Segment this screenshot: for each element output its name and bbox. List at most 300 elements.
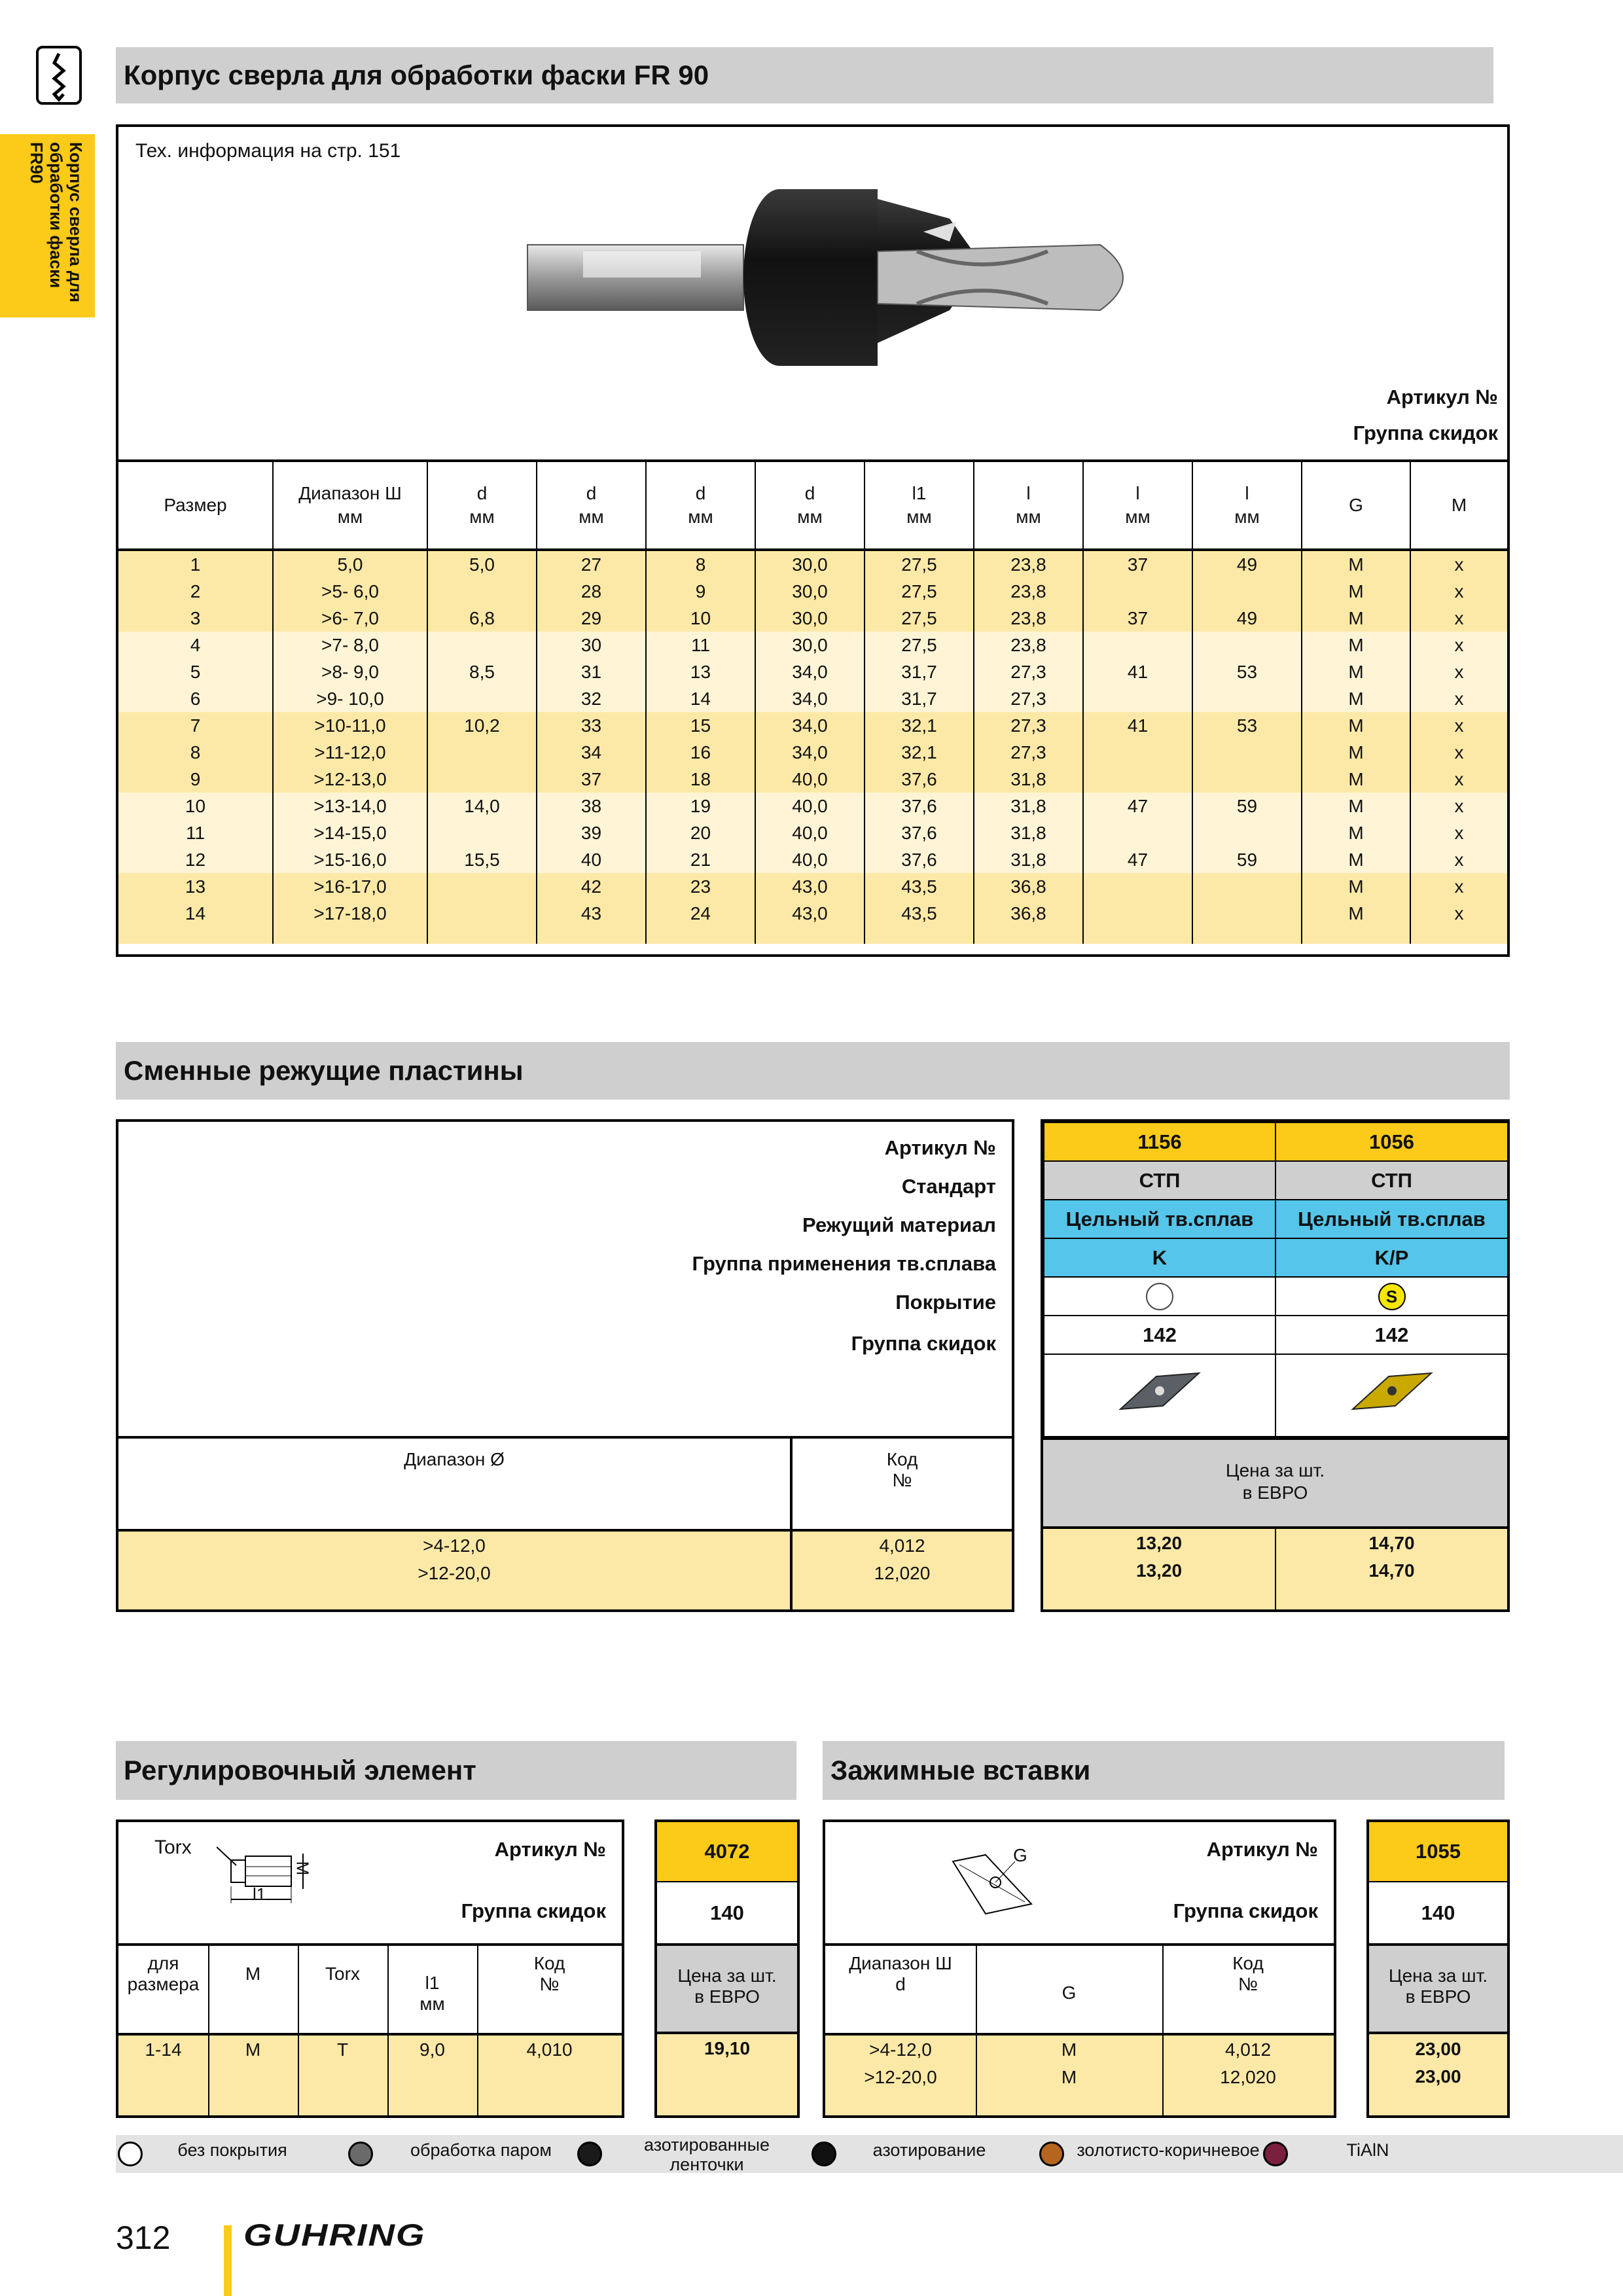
cell-l1: 37,6 [865,819,974,846]
cell-d3: 21 [646,846,755,873]
cell-d2: 31 [537,658,646,685]
insert-article-2: 1056 [1275,1122,1508,1161]
cell-d4: 40,0 [755,846,865,873]
cell-m: x [1410,873,1507,900]
dim-m-label: M [293,1861,313,1876]
cell-range: >6- 7,0 [273,605,427,632]
insert-standard-1: СТП [1044,1161,1275,1200]
legend-coating-2-icon [577,2142,602,2166]
cell-d2: 28 [537,578,646,605]
insert-discount-2: 142 [1275,1316,1508,1354]
table-row [118,793,1507,819]
cell-d2: 38 [537,793,646,819]
cell-size: 14 [118,900,273,927]
cell-size: 10 [118,793,273,819]
adjust-article-label: Артикул № [494,1838,606,1861]
cell-d3: 19 [646,793,755,819]
cell-d1 [427,819,537,846]
insert-2-image [1275,1354,1508,1437]
col-l-a: l мм [974,461,1083,550]
page-number: 312 [116,2219,171,2256]
insert-code-2: 12,020 [874,1563,931,1583]
cell-range: >16-17,0 [273,873,427,900]
cell-l-b: 37 [1083,550,1192,578]
col-l-c: l мм [1192,461,1302,550]
col-d1: d мм [427,461,537,550]
cell-l-b [1083,632,1192,658]
cell-l-b: 37 [1083,605,1192,632]
cell-d3: 18 [646,766,755,793]
legend-label-2: азотированные ленточки [644,2135,770,2174]
cell-l-b [1083,685,1192,712]
cell-m: x [1410,793,1507,819]
cell-d1: 6,8 [427,605,537,632]
cell-d1: 15,5 [427,846,537,873]
table-row [118,739,1507,766]
cell-l-b: 41 [1083,658,1192,685]
cell-g: M [1302,605,1410,632]
cell-l-a: 31,8 [974,793,1083,819]
col-l1: l1 мм [865,461,974,550]
cell-size: 2 [118,578,273,605]
cell-range: >8- 9,0 [273,658,427,685]
cell-m: x [1410,658,1507,685]
cell-d2: 37 [537,766,646,793]
cell-l-b [1083,819,1192,846]
side-tab-line-2: обработки фаски [46,142,66,289]
adjust-price: 19,10 [657,2034,797,2118]
cell-d1: 8,5 [427,658,537,685]
cell-size: 9 [118,766,273,793]
label-discount: Группа скидок [851,1332,996,1355]
cell-m: x [1410,846,1507,873]
cell-range: >12-13,0 [273,766,427,793]
torx-label: Torx [154,1837,192,1858]
clamp-cell: M [1061,2067,1077,2087]
col-g: G [1302,461,1410,550]
cell-m: x [1410,578,1507,605]
table-row [118,900,1507,927]
cell-d3: 9 [646,578,755,605]
cell-d2: 43 [537,900,646,927]
cell-size: 1 [118,550,273,578]
cell-d3: 20 [646,819,755,846]
adjust-price-box [654,1820,800,2118]
insert-discount-1: 142 [1044,1316,1275,1354]
col-size: Размер [118,461,273,550]
insert-1-image [1044,1354,1275,1437]
cell-d2: 27 [537,550,646,578]
legend-coating-5-icon [1263,2142,1288,2166]
clamp-discount: 140 [1369,1882,1507,1946]
top-discount-label: Группа скидок [1353,422,1498,444]
cell-range: >17-18,0 [273,900,427,927]
cell-d3: 10 [646,605,755,632]
label-coating: Покрытие [895,1291,996,1314]
cell-size: 12 [118,846,273,873]
product-box [116,124,1510,957]
cell-m: x [1410,739,1507,766]
cell-l-b [1083,900,1192,927]
cell-d4: 40,0 [755,793,865,819]
cell-l1: 37,6 [865,766,974,793]
insert-material-1: Цельный тв.сплав [1044,1200,1275,1238]
cell-d2: 39 [537,819,646,846]
cell-size: 5 [118,658,273,685]
cell-m: x [1410,766,1507,793]
clamp-box [823,1820,1336,2118]
clamp-article: 1055 [1369,1822,1507,1882]
adjust-header-0: для размера [127,1953,200,1994]
cell-l1: 27,5 [865,605,974,632]
clamp-header-1: G [1061,1982,1077,2003]
cell-d1: 5,0 [427,550,537,578]
cell-d4: 34,0 [755,658,865,685]
tech-info: Тех. информация на стр. 151 [135,140,401,162]
adjust-cell-1: M [245,2039,261,2060]
cell-l-b [1083,578,1192,605]
cell-l-b [1083,739,1192,766]
cell-l-b [1083,873,1192,900]
cell-l-a: 31,8 [974,846,1083,873]
uncoated-icon [1044,1277,1275,1316]
table-row [118,550,1507,578]
adjust-discount-label: Группа скидок [461,1899,606,1922]
cell-g: M [1302,685,1410,712]
cell-g: M [1302,846,1410,873]
table-row [118,605,1507,632]
clamp-price-2: 23,00 [1415,2066,1461,2087]
cell-m: x [1410,819,1507,846]
cell-range: >5- 6,0 [273,578,427,605]
col-d2: d мм [537,461,646,550]
cell-l-c: 53 [1192,658,1302,685]
price-1056-1: 14,70 [1368,1533,1415,1553]
adjust-header-4: Код № [533,1953,565,1994]
cell-d3: 14 [646,685,755,712]
label-group: Группа применения тв.сплава [692,1252,996,1275]
adjust-header-3: l1 мм [419,1973,445,2014]
cell-d1 [427,766,537,793]
table-row [118,819,1507,846]
cell-d2: 33 [537,712,646,739]
cell-range: >10-11,0 [273,712,427,739]
main-table [118,459,1507,944]
cell-g: M [1302,739,1410,766]
legend-coating-1-icon [348,2142,373,2166]
cell-size: 13 [118,873,273,900]
dim-l1-label: l1 [253,1884,266,1904]
cell-d4: 30,0 [755,605,865,632]
cell-d3: 13 [646,658,755,685]
cell-l-c [1192,685,1302,712]
cell-l1: 27,5 [865,578,974,605]
drill-icon [36,46,82,105]
adjust-discount: 140 [657,1882,797,1946]
cell-l-b: 47 [1083,846,1192,873]
cell-d1: 14,0 [427,793,537,819]
cell-d2: 29 [537,605,646,632]
clamp-prices [1369,2034,1507,2118]
footer-divider [224,2225,232,2296]
cell-range: >15-16,0 [273,846,427,873]
clamp-cell: >4-12,0 [869,2039,932,2060]
cell-d4: 30,0 [755,578,865,605]
cell-size: 8 [118,739,273,766]
cell-l-b: 47 [1083,793,1192,819]
cell-l-c [1192,739,1302,766]
cell-l-a: 31,8 [974,766,1083,793]
adjust-cell-2: T [336,2039,349,2060]
col-d3: d мм [646,461,755,550]
cell-d4: 34,0 [755,685,865,712]
cell-l1: 43,5 [865,900,974,927]
cell-l-c [1192,578,1302,605]
cell-l-c: 53 [1192,712,1302,739]
clamp-cell: >12-20,0 [864,2067,937,2087]
cell-g: M [1302,578,1410,605]
page-title: Корпус сверла для обработки фаски FR 90 [116,47,1493,103]
table-row [118,846,1507,873]
cell-d3: 15 [646,712,755,739]
cell-g: M [1302,819,1410,846]
insert-article-1: 1156 [1044,1122,1275,1161]
clamp-discount-label: Группа скидок [1173,1899,1318,1922]
table-row [118,632,1507,658]
brand-logo: GUHRING [243,2217,426,2253]
cell-l-c [1192,632,1302,658]
adjust-screw-drawing [217,1834,321,1919]
cell-l-a: 36,8 [974,900,1083,927]
cell-l-a: 23,8 [974,605,1083,632]
legend-label-5: TiAlN [1346,2140,1389,2160]
cell-l-c: 49 [1192,550,1302,578]
cell-d4: 30,0 [755,550,865,578]
cell-d3: 16 [646,739,755,766]
insert-range-1: >4-12,0 [423,1535,486,1556]
clamp-header-2: Код № [1232,1953,1264,1994]
tool-image [524,179,1179,376]
cell-m: x [1410,712,1507,739]
cell-d4: 43,0 [755,900,865,927]
cell-g: M [1302,550,1410,578]
cell-d2: 42 [537,873,646,900]
cell-l1: 37,6 [865,793,974,819]
price-1156-2: 13,20 [1135,1560,1183,1581]
cell-l1: 27,5 [865,632,974,658]
cell-l-a: 36,8 [974,873,1083,900]
clamp-header-0: Диапазон Ш d [849,1953,952,1994]
cell-d1 [427,685,537,712]
insert-group-1: K [1044,1238,1275,1277]
insert-price-header: Цена за шт. в ЕВРО [1043,1437,1507,1529]
cell-l1: 31,7 [865,658,974,685]
legend-coating-4-icon [1039,2142,1064,2166]
col-m: M [1410,461,1507,550]
cell-g: M [1302,658,1410,685]
inserts-title: Сменные режущие пластины [116,1042,1510,1100]
code-header: Код № [886,1449,918,1490]
cell-g: M [1302,766,1410,793]
cell-size: 7 [118,712,273,739]
inserts-right-box [1041,1119,1510,1612]
cell-m: x [1410,632,1507,658]
insert-material-2: Цельный тв.сплав [1275,1200,1508,1238]
main-table-header [118,461,1507,550]
cell-l1: 32,1 [865,739,974,766]
table-row [118,712,1507,739]
clamp-insert-drawing [946,1842,1064,1920]
cell-range: >9- 10,0 [273,685,427,712]
coating-s-icon: S [1275,1277,1508,1316]
cell-g: M [1302,873,1410,900]
cell-m: x [1410,900,1507,927]
cell-g: M [1302,900,1410,927]
clamp-price-header: Цена за шт. в ЕВРО [1369,1946,1507,2034]
cell-d4: 34,0 [755,739,865,766]
legend-label-0: без покрытия [177,2140,287,2160]
cell-d4: 40,0 [755,766,865,793]
clamp-g-label: G [1013,1845,1027,1865]
cell-d4: 43,0 [755,873,865,900]
inserts-left-box [116,1119,1014,1612]
legend-label-4: золотисто-коричневое [1077,2140,1260,2160]
legend-coating-3-icon [812,2142,836,2166]
cell-d1 [427,873,537,900]
cell-range: >13-14,0 [273,793,427,819]
cell-m: x [1410,605,1507,632]
cell-l-a: 23,8 [974,632,1083,658]
cell-m: x [1410,685,1507,712]
label-article: Артикул № [884,1136,996,1159]
adjust-cell-0: 1-14 [145,2039,182,2060]
range-header: Диапазон Ø [404,1449,505,1469]
inserts-labels [473,1128,996,1363]
cell-d1 [427,632,537,658]
cell-d3: 11 [646,632,755,658]
cell-g: M [1302,793,1410,819]
cell-l-a: 31,8 [974,819,1083,846]
cell-l-a: 23,8 [974,550,1083,578]
cell-l1: 37,6 [865,846,974,873]
cell-d4: 30,0 [755,632,865,658]
cell-l-a: 27,3 [974,658,1083,685]
cell-range: >14-15,0 [273,819,427,846]
label-standard: Стандарт [901,1175,996,1198]
col-range: Диапазон Ш мм [273,461,427,550]
table-row [118,578,1507,605]
cell-g: M [1302,712,1410,739]
cell-d1: 10,2 [427,712,537,739]
cell-d2: 32 [537,685,646,712]
adjust-box [116,1820,624,2118]
cell-l-c: 49 [1192,605,1302,632]
price-1156-1: 13,20 [1135,1533,1183,1553]
adjust-price-header: Цена за шт. в ЕВРО [657,1946,797,2034]
side-tab [0,134,95,317]
clamp-cell: 4,012 [1224,2039,1272,2060]
top-article-label: Артикул № [1386,386,1498,408]
table-row [118,658,1507,685]
cell-d1 [427,739,537,766]
adjust-cell-4: 4,010 [526,2039,573,2060]
label-material: Режущий материал [802,1213,996,1236]
table-row [118,685,1507,712]
insert-standard-2: СТП [1275,1161,1508,1200]
cell-d3: 8 [646,550,755,578]
clamp-cell: 12,020 [1220,2067,1276,2087]
adjust-header-1: M [245,1964,261,1984]
cell-l-b: 41 [1083,712,1192,739]
clamp-title: Зажимные вставки [823,1741,1505,1800]
cell-size: 3 [118,605,273,632]
clamp-cell: M [1061,2039,1077,2060]
cell-l1: 32,1 [865,712,974,739]
cell-d3: 23 [646,873,755,900]
cell-l-a: 27,3 [974,739,1083,766]
clamp-article-label: Артикул № [1206,1838,1318,1861]
cell-size: 11 [118,819,273,846]
legend-coating-0-icon [118,2142,143,2166]
cell-d2: 34 [537,739,646,766]
cell-l-c: 59 [1192,793,1302,819]
adjust-article: 4072 [657,1822,797,1882]
cell-l-a: 27,3 [974,685,1083,712]
cell-range: >7- 8,0 [273,632,427,658]
cell-l1: 31,7 [865,685,974,712]
cell-l1: 43,5 [865,873,974,900]
table-row [118,873,1507,900]
adjust-title: Регулировочный элемент [116,1741,796,1800]
cell-d2: 40 [537,846,646,873]
price-1056-2: 14,70 [1368,1560,1415,1581]
legend-label-1: обработка паром [410,2140,552,2160]
table-row [118,766,1507,793]
cell-d3: 24 [646,900,755,927]
cell-l-c: 59 [1192,846,1302,873]
side-tab-line-1: Корпус сверла для [66,142,86,303]
cell-d1 [427,578,537,605]
cell-range: 5,0 [273,550,427,578]
cell-range: >11-12,0 [273,739,427,766]
col-d4: d мм [755,461,865,550]
clamp-price-1: 23,00 [1415,2039,1461,2059]
cell-l-a: 27,3 [974,712,1083,739]
cell-d2: 30 [537,632,646,658]
cell-size: 4 [118,632,273,658]
cell-g: M [1302,632,1410,658]
cell-l1: 27,5 [865,550,974,578]
inserts-grid [1043,1122,1508,1437]
cell-l-c [1192,873,1302,900]
cell-m: x [1410,550,1507,578]
cell-l-a: 23,8 [974,578,1083,605]
legend-label-3: азотирование [872,2140,986,2160]
cell-d4: 40,0 [755,819,865,846]
insert-range-2: >12-20,0 [418,1563,491,1583]
clamp-price-box [1366,1820,1510,2118]
side-tab-line-3: FR90 [27,142,46,184]
cell-size: 6 [118,685,273,712]
cell-d4: 34,0 [755,712,865,739]
insert-group-2: K/P [1275,1238,1508,1277]
cell-l-b [1083,766,1192,793]
cell-l-c [1192,819,1302,846]
adjust-header-2: Torx [325,1964,360,1984]
cell-d1 [427,900,537,927]
insert-code-1: 4,012 [879,1535,925,1556]
cell-l-c [1192,766,1302,793]
